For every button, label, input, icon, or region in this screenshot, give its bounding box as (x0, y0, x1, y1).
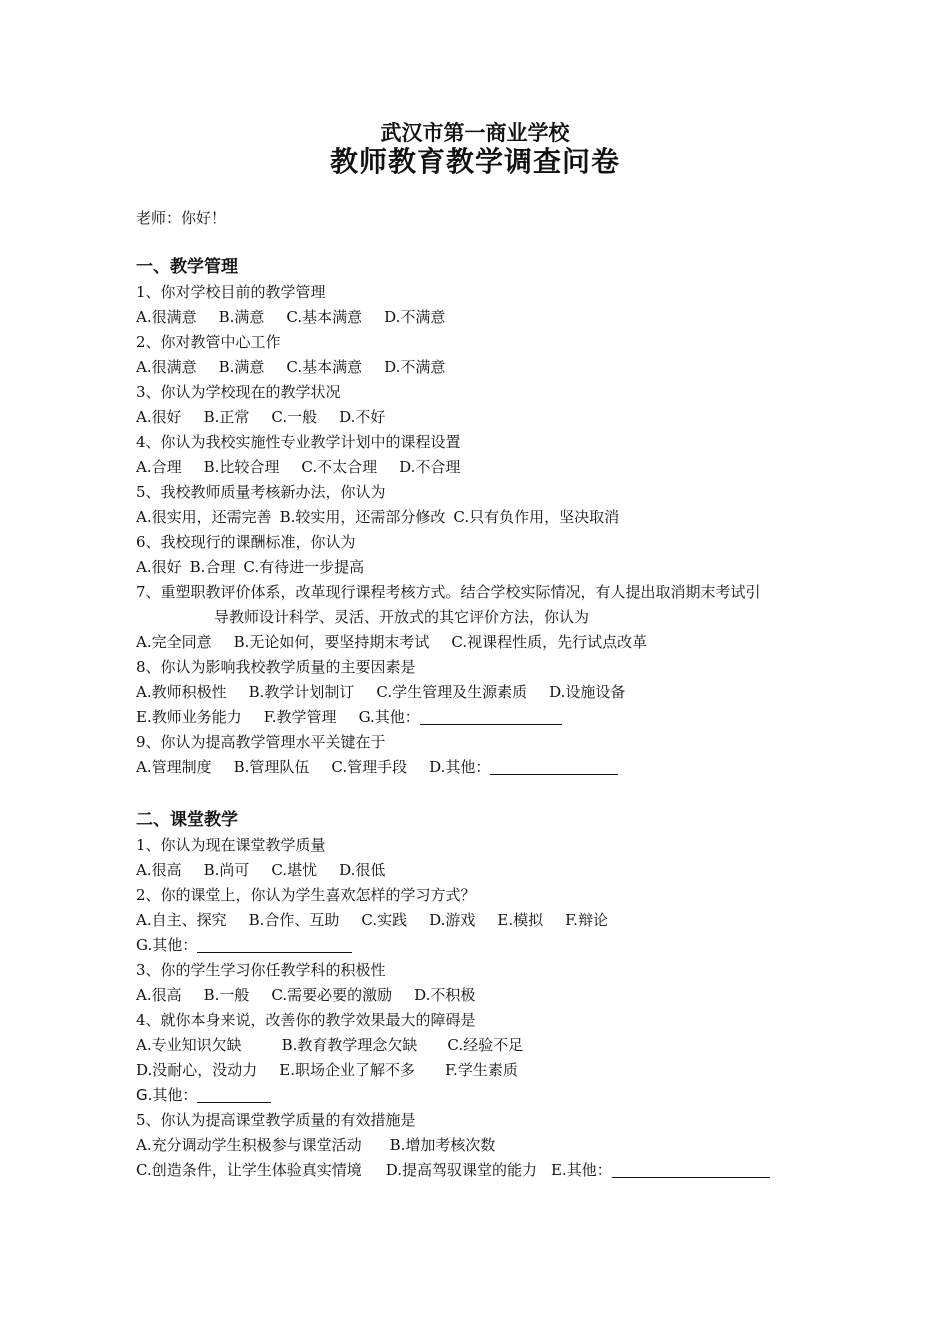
survey-title: 教师教育教学调查问卷 (329, 145, 620, 178)
option[interactable]: D.提高驾驭课堂的能力 (385, 1161, 537, 1179)
option[interactable]: E.职场企业了解不多 (279, 1061, 415, 1079)
option[interactable]: A.很高 (136, 986, 182, 1004)
question-text-long (136, 580, 826, 630)
option[interactable]: A.很高 (136, 861, 182, 879)
option-row (136, 1033, 836, 1058)
option[interactable]: A.管理制度 (136, 758, 212, 776)
option[interactable]: B.较实用，还需部分修改 (279, 508, 446, 526)
fill-in-blank[interactable] (420, 708, 562, 725)
question-text: 3、你的学生学习你任教学科的积极性 (136, 961, 386, 979)
option[interactable]: C.堪忧 (271, 861, 318, 879)
question-text: 6、我校现行的课酬标准，你认为 (136, 533, 356, 551)
option-row (136, 630, 836, 655)
option[interactable]: D.很低 (339, 861, 386, 879)
option: G.其他： (136, 936, 198, 954)
option-row (136, 705, 836, 730)
option-row (136, 933, 836, 958)
option[interactable]: B.合理 (189, 558, 236, 576)
greeting: 老师：你好！ (136, 209, 227, 227)
option[interactable]: D.不积极 (414, 986, 476, 1004)
option[interactable]: C.需要必要的激励 (271, 986, 393, 1004)
option[interactable]: D.不好 (339, 408, 386, 426)
option[interactable]: B.一般 (203, 986, 250, 1004)
option[interactable]: C.学生管理及生源素质 (376, 683, 528, 701)
option[interactable]: A.专业知识欠缺 (136, 1036, 242, 1054)
option[interactable]: B.合作、互助 (248, 911, 340, 929)
option-row (136, 355, 836, 380)
option[interactable]: A.很满意 (136, 308, 197, 326)
option[interactable]: B.教学计划制订 (248, 683, 355, 701)
question-text: 1、你认为现在课堂教学质量 (136, 836, 326, 854)
question-text: 3、你认为学校现在的教学状况 (136, 383, 341, 401)
option[interactable]: F.教学管理 (263, 708, 337, 726)
option[interactable]: D.没耐心，没动力 (136, 1061, 258, 1079)
option-row (136, 1058, 836, 1083)
option: D.其他： (429, 758, 491, 776)
option[interactable]: C.视课程性质，先行试点改革 (451, 633, 648, 651)
option[interactable]: D.不满意 (384, 358, 446, 376)
option: E.其他： (550, 1161, 612, 1179)
option[interactable]: B.满意 (218, 308, 265, 326)
option[interactable]: A.合理 (136, 458, 182, 476)
option-row (136, 680, 836, 705)
option[interactable]: C.基本满意 (286, 308, 363, 326)
question-text: 7、重塑职教评价体系，改革现行课程考核方式。结合学校实际情况，有人提出取消期末考试引 (136, 583, 761, 601)
option[interactable]: A.很好 (136, 558, 182, 576)
question-text: 1、你对学校目前的教学管理 (136, 283, 326, 301)
option[interactable]: B.管理队伍 (233, 758, 310, 776)
option-row (136, 1133, 836, 1158)
option[interactable]: E.模拟 (497, 911, 544, 929)
question-text: 9、你认为提高教学管理水平关键在于 (136, 733, 386, 751)
section-heading-teaching-management: 一、教学管理 (136, 257, 238, 277)
option[interactable]: B.比较合理 (203, 458, 280, 476)
fill-in-blank[interactable] (197, 936, 352, 953)
option[interactable]: C.实践 (361, 911, 408, 929)
question-text: 4、你认为我校实施性专业教学计划中的课程设置 (136, 433, 461, 451)
question-text: 5、你认为提高课堂教学质量的有效措施是 (136, 1111, 416, 1129)
question-text: 2、你对教管中心工作 (136, 333, 281, 351)
fill-in-blank[interactable] (612, 1161, 770, 1178)
option[interactable]: A.很实用，还需完善 (136, 508, 272, 526)
option[interactable]: D.设施设备 (549, 683, 626, 701)
option[interactable]: D.不满意 (384, 308, 446, 326)
option[interactable]: A.教师积极性 (136, 683, 227, 701)
option[interactable]: B.无论如何，要坚持期末考试 (233, 633, 430, 651)
option[interactable]: C.有待进一步提高 (243, 558, 365, 576)
question-text: 5、我校教师质量考核新办法，你认为 (136, 483, 386, 501)
option-row (136, 555, 836, 580)
option-row (136, 305, 836, 330)
option[interactable]: A.很满意 (136, 358, 197, 376)
option[interactable]: A.很好 (136, 408, 182, 426)
option-row (136, 405, 836, 430)
survey-body (136, 206, 836, 1183)
option-row (136, 1158, 836, 1183)
option[interactable]: B.增加考核次数 (389, 1136, 496, 1154)
option[interactable]: F.学生素质 (444, 1061, 518, 1079)
fill-in-blank[interactable] (197, 1086, 271, 1103)
question-text: 4、就你本身来说，改善你的教学效果最大的障碍是 (136, 1011, 476, 1029)
option-row (136, 1083, 836, 1108)
option-row (136, 983, 836, 1008)
fill-in-blank[interactable] (490, 758, 618, 775)
option[interactable]: B.尚可 (203, 861, 250, 879)
question-text: 2、你的课堂上，你认为学生喜欢怎样的学习方式？ (136, 886, 476, 904)
option[interactable]: C.创造条件，让学生体验真实情境 (136, 1161, 362, 1179)
option[interactable]: B.正常 (203, 408, 250, 426)
option[interactable]: F.辩论 (565, 911, 608, 929)
option-row (136, 908, 836, 933)
option: G.其他： (136, 1086, 198, 1104)
option[interactable]: D.游戏 (429, 911, 476, 929)
option[interactable]: C.管理手段 (331, 758, 408, 776)
question-text-continued: 导教师设计科学、灵活、开放式的其它评价方法，你认为 (214, 608, 590, 626)
option-row (136, 455, 836, 480)
option: G.其他： (358, 708, 420, 726)
option-row (136, 505, 836, 530)
option-row (136, 858, 836, 883)
section-heading-classroom-teaching: 二、课堂教学 (136, 810, 238, 830)
question-text: 8、你认为影响我校教学质量的主要因素是 (136, 658, 416, 676)
school-name: 武汉市第一商业学校 (380, 120, 570, 145)
option[interactable]: C.基本满意 (286, 358, 363, 376)
option[interactable]: D.不合理 (399, 458, 461, 476)
option[interactable]: A.充分调动学生积极参与课堂活动 (136, 1136, 362, 1154)
option[interactable]: A.自主、探究 (136, 911, 227, 929)
option[interactable]: E.教师业务能力 (136, 708, 242, 726)
option[interactable]: C.经验不足 (447, 1036, 524, 1054)
option[interactable]: B.满意 (218, 358, 265, 376)
option[interactable]: B.教育教学理念欠缺 (281, 1036, 418, 1054)
option[interactable]: C.不太合理 (301, 458, 378, 476)
option[interactable]: A.完全同意 (136, 633, 212, 651)
option[interactable]: C.一般 (271, 408, 318, 426)
option[interactable]: C.只有负作用，坚决取消 (453, 508, 620, 526)
option-row (136, 755, 836, 780)
